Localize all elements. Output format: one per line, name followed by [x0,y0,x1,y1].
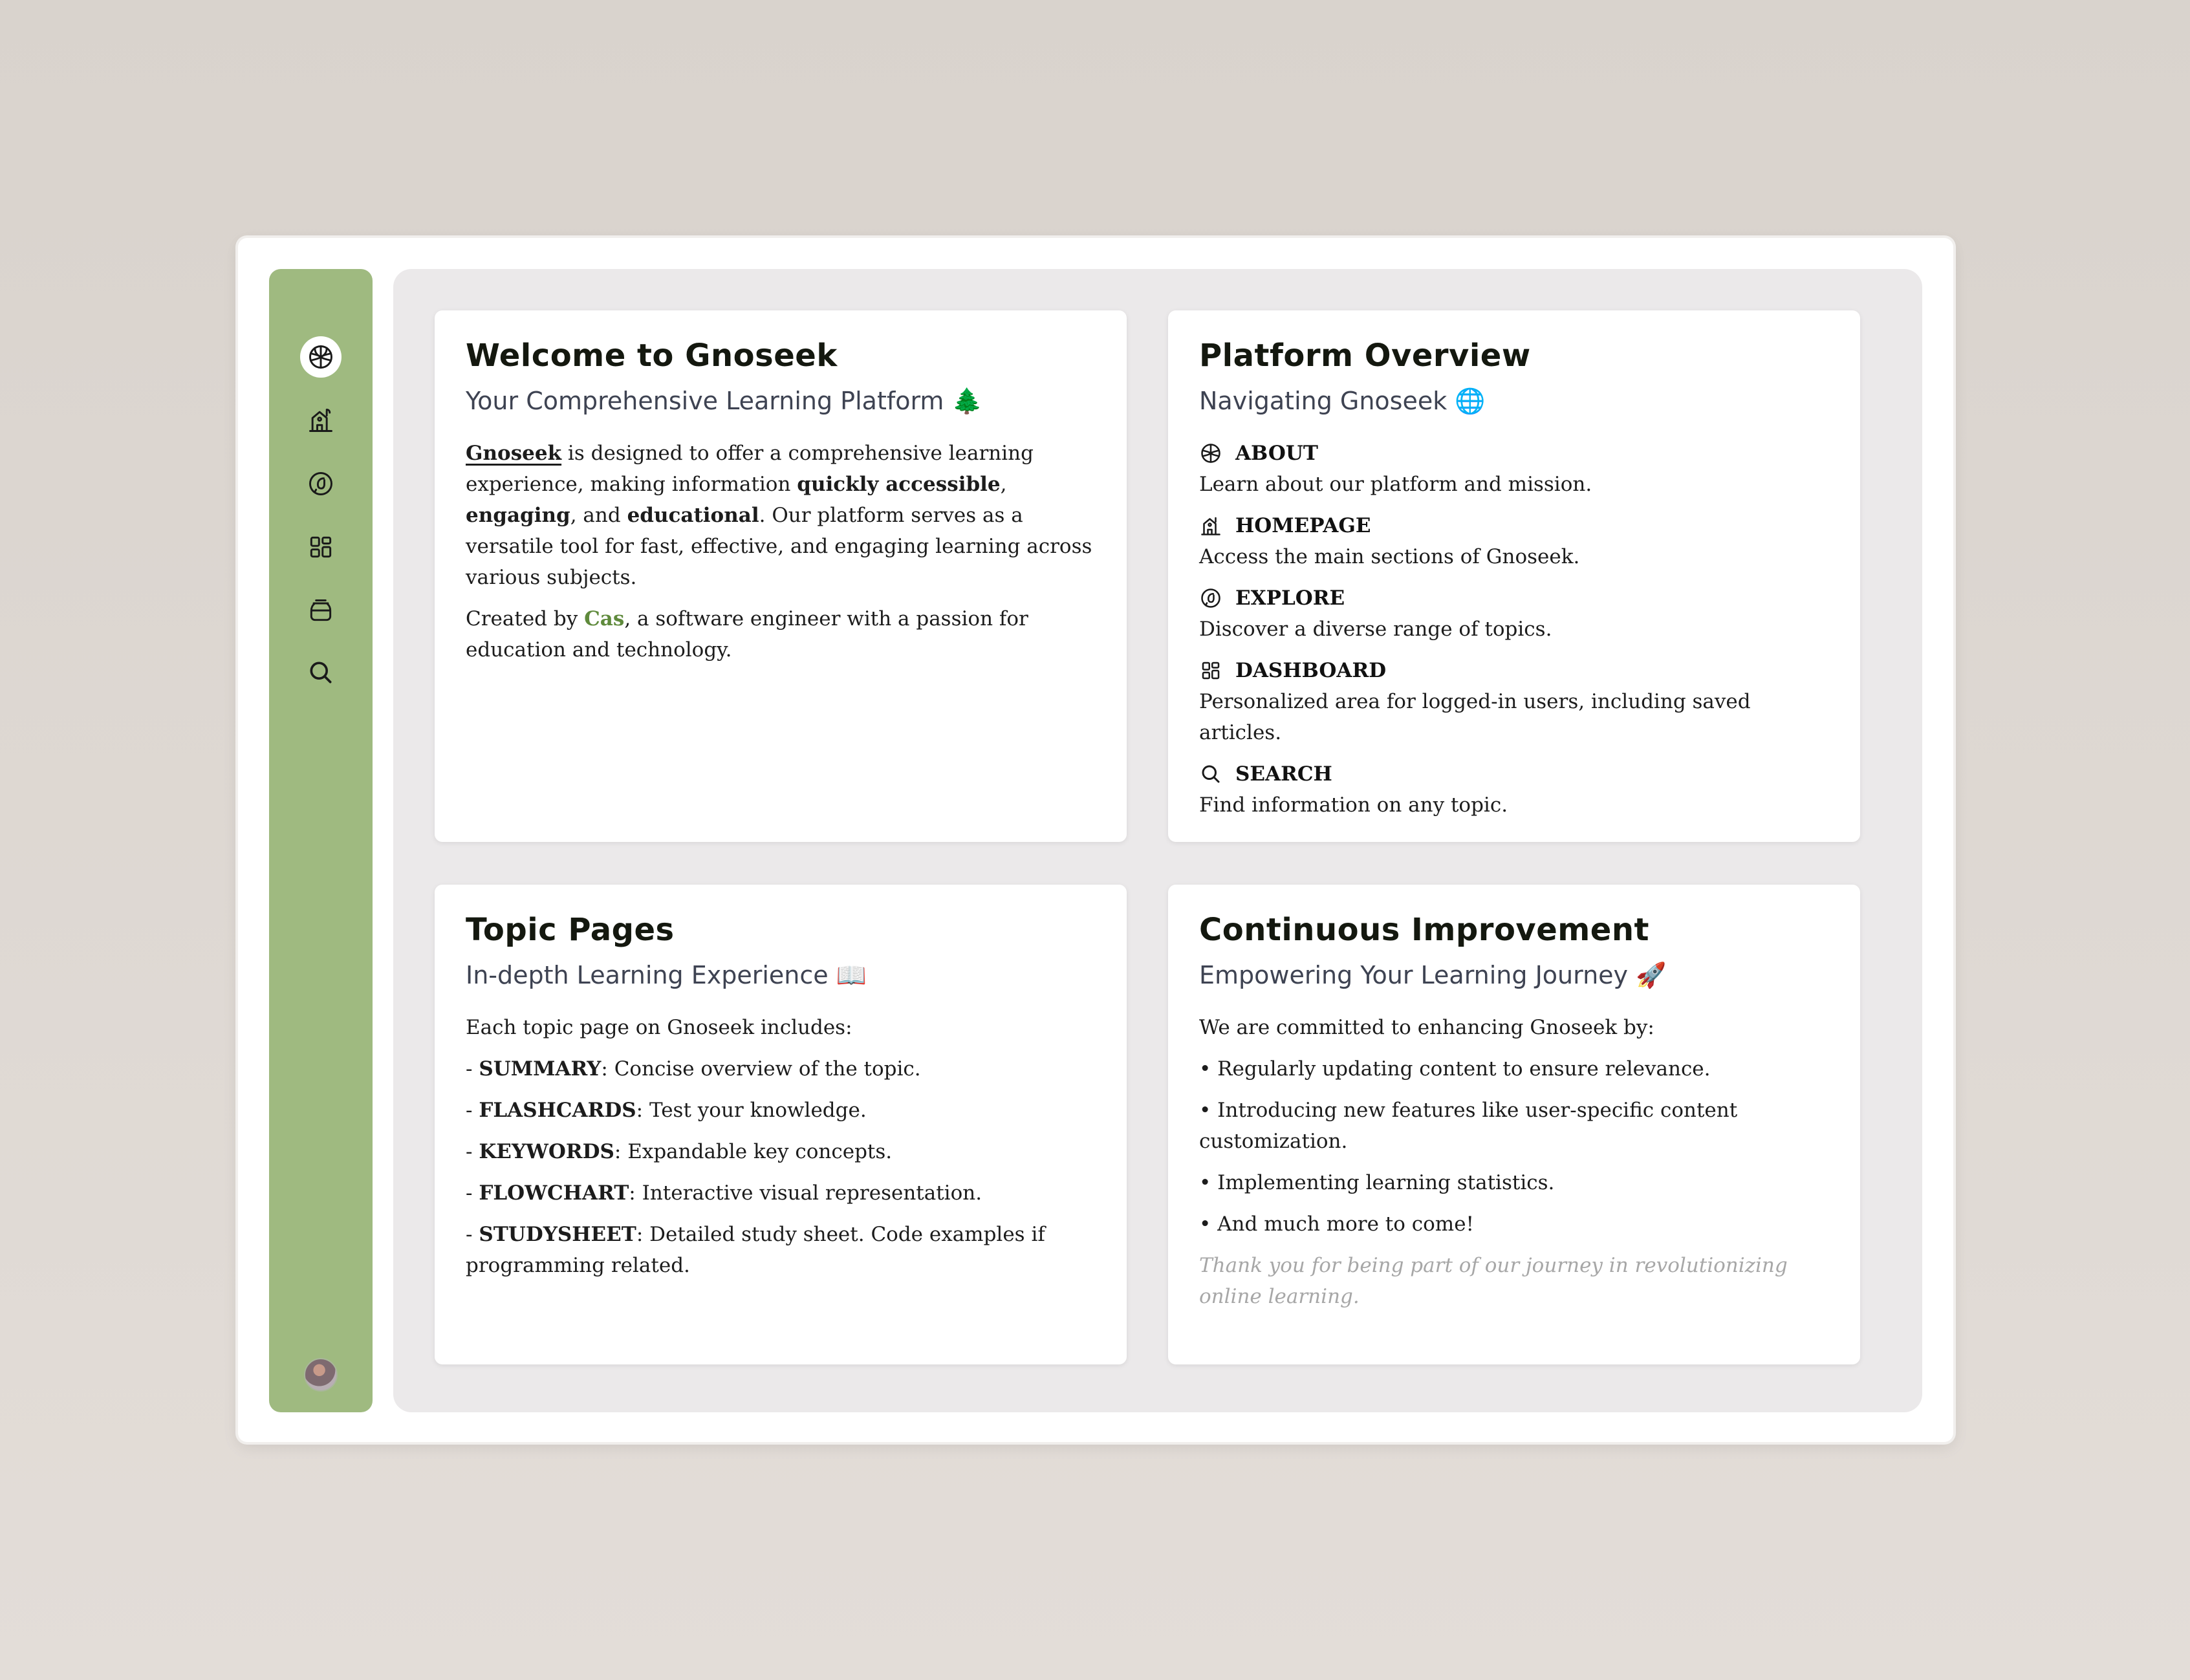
topics-card [435,885,1127,1364]
pinecone-icon [1199,442,1222,465]
home-icon [307,406,335,435]
search-icon [1199,762,1222,786]
home-icon [1199,514,1222,537]
user-avatar[interactable] [304,1358,338,1392]
book-icon: 📖 [836,960,867,989]
overview-label-search: SEARCH [1235,762,1332,786]
overview-item-search [1199,759,1829,821]
overview-item-homepage [1199,510,1829,572]
overview-card [1168,310,1860,842]
improvement-item: • Regularly updating content to ensure relevance. [1199,1057,1711,1081]
overview-label-dashboard: DASHBOARD [1235,659,1387,683]
welcome-title: Welcome to Gnoseek [466,338,838,374]
topics-title: Topic Pages [466,912,675,948]
topics-item: - STUDYSHEET: Detailed study sheet. Code examples if programming related. [466,1223,1045,1278]
main-content [393,269,1922,1412]
thank-you-note: Thank you for being part of our journey in revolutionizing online learning. [1199,1254,1788,1309]
overview-desc-homepage: Access the main sections of Gnoseek. [1199,545,1580,569]
globe-icon: 🌐 [1455,386,1486,415]
improvement-card [1168,885,1860,1364]
sidebar [269,269,373,1412]
overview-label-homepage: HOMEPAGE [1235,514,1371,538]
gnoseek-link[interactable]: Gnoseek [466,442,562,466]
topics-item: - FLASHCARDS: Test your knowledge. [466,1099,867,1123]
nav-homepage[interactable] [300,400,342,441]
improvement-item: • Implementing learning statistics. [1199,1171,1555,1195]
welcome-subtitle: Your Comprehensive Learning Platform 🌲 [466,386,982,415]
overview-label-about: ABOUT [1235,442,1318,466]
nav-about[interactable] [300,336,342,378]
pinecone-icon [307,343,335,371]
topics-item: - SUMMARY: Concise overview of the topic. [466,1057,921,1081]
tree-icon: 🌲 [951,386,982,415]
nav-dashboard[interactable] [300,526,342,568]
jar-icon [307,596,335,625]
dashboard-icon [1199,659,1222,682]
rocket-icon: 🚀 [1636,960,1667,989]
nav-search[interactable] [300,652,342,693]
improvement-item: • And much more to come! [1199,1212,1475,1236]
overview-subtitle: Navigating Gnoseek 🌐 [1199,386,1486,415]
nav-explore[interactable] [300,463,342,504]
creator-link[interactable]: Cas [584,607,625,631]
welcome-credits: Created by Cas, a software engineer with a passion for education and technology. [466,607,1028,662]
topics-subtitle: In-depth Learning Experience 📖 [466,960,867,989]
improvement-item: • Introducing new features like user-specific content customization. [1199,1099,1738,1154]
dashboard-icon [307,533,335,561]
overview-desc-dashboard: Personalized area for logged-in users, including saved articles. [1199,690,1751,745]
welcome-description: Gnoseek is designed to offer a comprehensive learning experience, making information quickly accessible, engaging, and educational. Our platform serves as a versatile tool for fast, effective, and engaging learning across various subjects. [466,442,1092,590]
overview-desc-about: Learn about our platform and mission. [1199,473,1592,497]
improvement-title: Continuous Improvement [1199,912,1649,948]
topics-item: - KEYWORDS: Expandable key concepts. [466,1140,893,1164]
overview-item-dashboard [1199,655,1829,748]
topics-intro: Each topic page on Gnoseek includes: [466,1016,852,1040]
welcome-card [435,310,1127,842]
overview-title: Platform Overview [1199,338,1531,374]
search-icon [307,658,335,687]
overview-desc-search: Find information on any topic. [1199,793,1508,817]
overview-label-explore: EXPLORE [1235,587,1345,610]
overview-item-about [1199,438,1829,500]
nav-saved[interactable] [300,590,342,631]
overview-desc-explore: Discover a diverse range of topics. [1199,618,1552,641]
overview-item-explore [1199,583,1829,645]
app-window [238,238,1953,1442]
explore-icon [307,469,335,498]
improvement-subtitle: Empowering Your Learning Journey 🚀 [1199,960,1667,989]
topics-item: - FLOWCHART: Interactive visual representation. [466,1181,982,1205]
explore-icon [1199,587,1222,610]
improvement-intro: We are committed to enhancing Gnoseek by: [1199,1016,1654,1040]
